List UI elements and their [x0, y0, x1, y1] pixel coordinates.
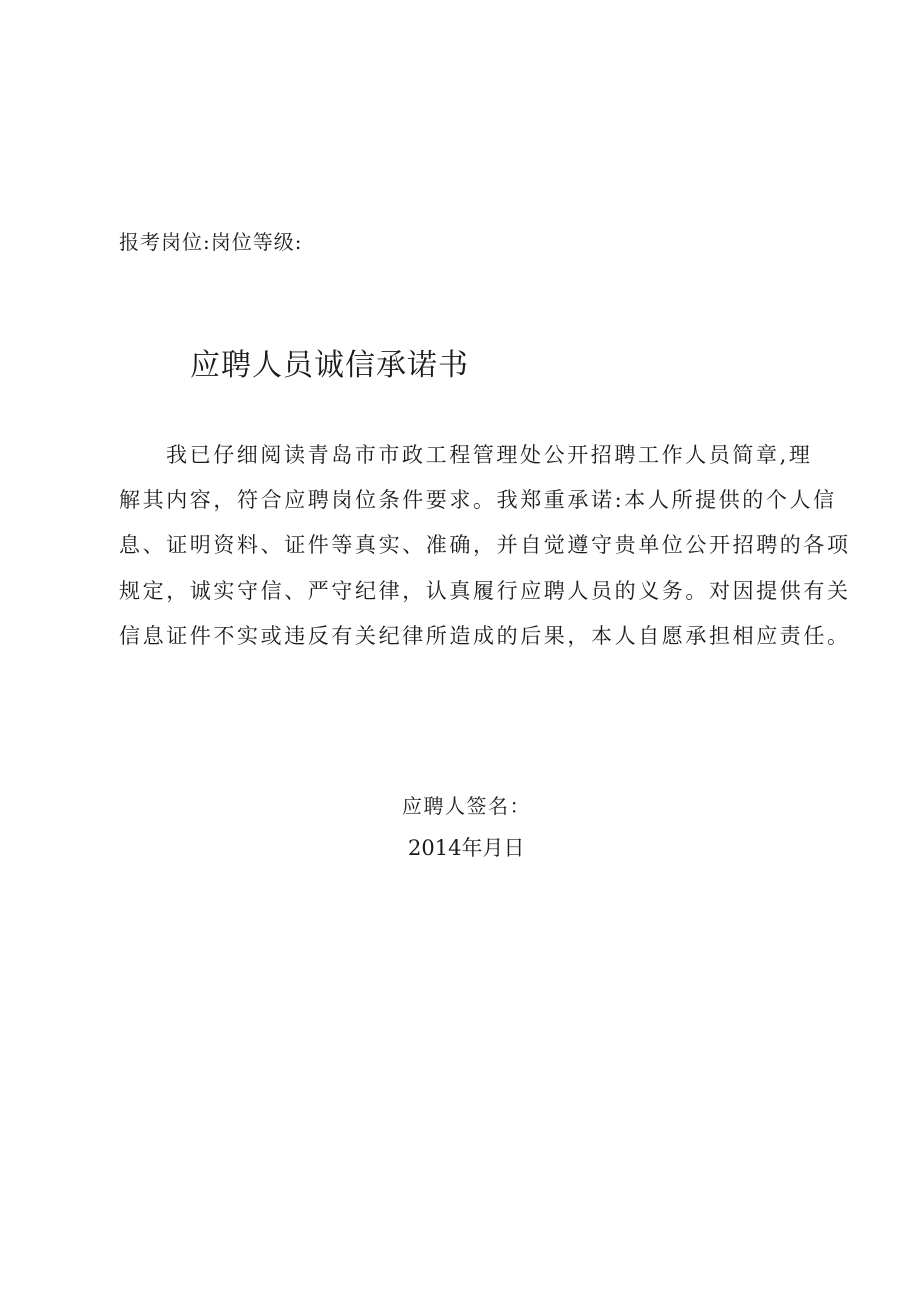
position-grade-line: 报考岗位:岗位等级: [119, 230, 303, 254]
pledge-line: 解其内容，符合应聘岗位条件要求。我郑重承诺:本人所提供的个人信 [119, 488, 837, 513]
signature-label: 应聘人签名： [402, 794, 531, 818]
pledge-line: 息、证明资料、证件等真实、准确，并自觉遵守贵单位公开招聘的各项 [119, 533, 851, 558]
pledge-paragraph [119, 433, 851, 659]
pledge-line: 规定，诚实守信、严守纪律，认真履行应聘人员的义务。对因提供有关 [119, 578, 851, 603]
document-title: 应聘人员诚信承诺书 [190, 348, 469, 383]
pledge-line: 信息证件不实或违反有关纪律所造成的后果，本人自愿承担相应责任。 [119, 623, 851, 648]
signature-date: 2014年月日 [408, 836, 525, 860]
pledge-line: 我已仔细阅读青岛市市政工程管理处公开招聘工作人员简章,理 [166, 443, 813, 467]
